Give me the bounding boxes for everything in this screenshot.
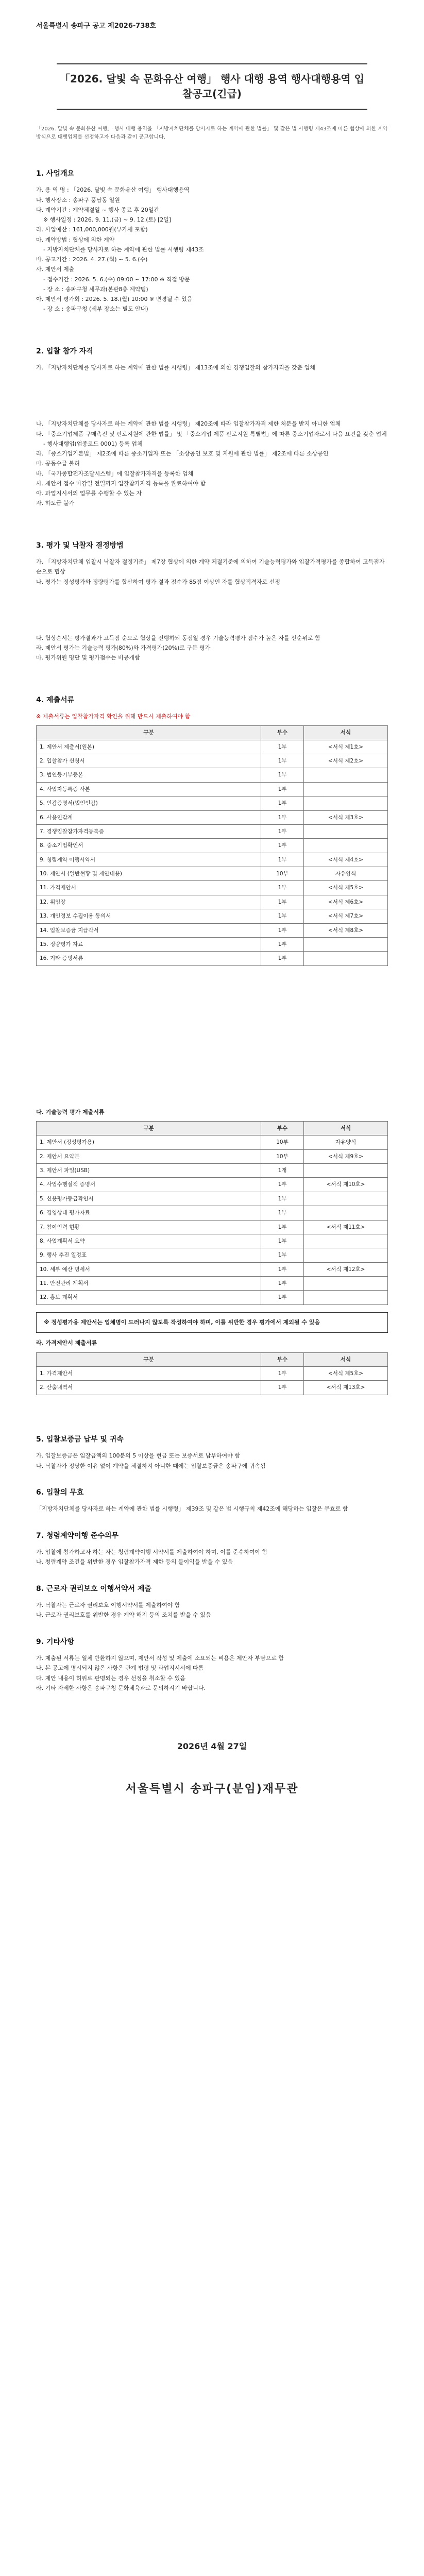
section-heading-documents: 4. 제출서류 <box>36 696 75 704</box>
document-title: 「2026. 달빛 속 문화유산 여행」 행사 대행 용역 행사대행용역 입찰공고(긴급) <box>57 63 367 110</box>
overview-line: 마. 계약방법 : 협상에 의한 계약 <box>36 236 115 243</box>
evaluation-line: 라. 제안서 평가는 기술능력 평가(80%)와 가격평가(20%)로 구분 평가 <box>36 645 211 651</box>
table-header-row <box>37 1352 388 1366</box>
table-cell: <서식 제8호> <box>304 923 388 937</box>
other-line: 나. 본 공고에 명시되지 않은 사항은 관계 법령 및 과업지시서에 따름 <box>36 1665 204 1672</box>
section-heading-other: 9. 기타사항 <box>36 1637 75 1646</box>
eligibility-line: 나. 「지방자치단체를 당사자로 하는 계약에 관한 법률 시행령」 제20조에 따라 입찰참가자격 제한 처분을 받지 아니한 업체 <box>36 420 341 428</box>
table-cell <box>304 1206 388 1220</box>
table-cell <box>304 1234 388 1248</box>
section-overview-lines <box>36 185 388 314</box>
table-header-cell: 부수 <box>261 1121 304 1135</box>
table-row <box>37 923 388 937</box>
bond-line: 나. 낙찰자가 정당한 이유 없이 계약을 체결하지 아니한 때에는 입찰보증금은 송파구에 귀속됨 <box>36 1462 266 1469</box>
table-row <box>37 1136 388 1149</box>
integrity-line: 나. 청렴계약 조건을 위반한 경우 입찰참가자격 제한 등의 불이익을 받을 수 있음 <box>36 1558 233 1566</box>
evaluation-line: 다. 협상순서는 평가결과가 고득점 순으로 협상을 진행하되 동점일 경우 기술능력평가 점수가 높은 자를 선순위로 함 <box>36 634 320 641</box>
table-cell: 4. 사업수행실적 증명서 <box>37 1178 261 1192</box>
table-cell: 12. 홍보 계획서 <box>37 1291 261 1304</box>
price-documents-table <box>36 1352 388 1395</box>
documents-subheading: 다. 기술능력 평가 제출서류 <box>36 1108 105 1115</box>
table-cell: 11. 안전관리 계획서 <box>37 1277 261 1291</box>
table-cell: 1부 <box>261 810 304 824</box>
table-cell <box>304 1192 388 1206</box>
table-cell: 1개 <box>261 1164 304 1178</box>
table-row <box>37 810 388 824</box>
overview-line: - 장 소 : 송파구청 (세부 장소는 별도 안내) <box>43 306 148 313</box>
table-row <box>37 937 388 951</box>
table-cell: 1. 제안서 제출서(원본) <box>37 740 261 754</box>
documents-table <box>36 725 388 965</box>
section-heading-overview: 1. 사업개요 <box>36 169 75 178</box>
invalid-line: 「지방자치단체를 당사자로 하는 계약에 관한 법률 시행령」 제39조 및 같은 법 시행규칙 제42조에 해당하는 입찰은 무효로 함 <box>36 1505 348 1513</box>
table-row <box>37 782 388 796</box>
table-row <box>37 1248 388 1262</box>
eligibility-line: 가. 「지방자치단체를 당사자로 하는 계약에 관한 법률 시행령」 제13조에 의한 경쟁입찰의 참가자격을 갖춘 업체 <box>36 364 315 371</box>
table-cell: 1부 <box>261 853 304 867</box>
table-row <box>37 1220 388 1234</box>
table-row <box>37 768 388 782</box>
table-cell: 10부 <box>261 1136 304 1149</box>
table-cell: 10부 <box>261 867 304 881</box>
table-cell: 5. 신용평가등급확인서 <box>37 1192 261 1206</box>
table-header-cell: 구분 <box>37 726 261 740</box>
table-row <box>37 1291 388 1304</box>
notice-number: 서울특별시 송파구 공고 제2026-738호 <box>36 22 156 30</box>
table-row <box>37 1234 388 1248</box>
table-cell: 자유양식 <box>304 867 388 881</box>
table-row <box>37 1178 388 1192</box>
eligibility-line: 자. 하도급 불가 <box>36 500 75 507</box>
table-cell: 13. 개인정보 수집이용 동의서 <box>37 909 261 923</box>
evaluation-line: 마. 평가위원 명단 및 평가점수는 비공개함 <box>36 654 140 662</box>
table-header-cell: 부수 <box>261 726 304 740</box>
table-cell: 1부 <box>261 782 304 796</box>
table-row <box>37 867 388 881</box>
table-cell: 1부 <box>261 1220 304 1234</box>
section-heading-labor: 8. 근로자 권리보호 이행서약서 제출 <box>36 1584 151 1593</box>
table-cell: 2. 산출내역서 <box>37 1381 261 1395</box>
eligibility-line: 사. 제안서 접수 마감일 전일까지 입찰참가자격 등록을 완료하여야 함 <box>36 480 206 487</box>
section-heading-invalid: 6. 입찰의 무효 <box>36 1488 84 1497</box>
table-cell: 10부 <box>261 1149 304 1163</box>
labor-line: 나. 근로자 권리보호를 위반한 경우 계약 해지 등의 조치를 받을 수 있음 <box>36 1612 211 1619</box>
table-cell: <서식 제5호> <box>304 1367 388 1381</box>
table-row <box>37 1192 388 1206</box>
table-cell: 10. 세부 예산 명세서 <box>37 1262 261 1276</box>
documents-note: ※ 제출서류는 입찰참가자격 확인을 위해 반드시 제출하여야 함 <box>36 713 191 720</box>
table-cell: 자유양식 <box>304 1136 388 1149</box>
table-cell: 1부 <box>261 1206 304 1220</box>
table-cell <box>304 1291 388 1304</box>
table-cell: 6. 사용인감계 <box>37 810 261 824</box>
bond-line: 가. 입찰보증금은 입찰금액의 100분의 5 이상을 현금 또는 보증서로 납부하여야 함 <box>36 1452 240 1460</box>
eligibility-line: 마. 공동수급 불허 <box>36 460 80 467</box>
overview-line: - 지방자치단체를 당사자로 하는 계약에 관한 법률 시행령 제43조 <box>43 246 204 253</box>
notice-date: 2026년 4월 27일 <box>177 1741 247 1752</box>
section-heading-integrity: 7. 청렴계약이행 준수의무 <box>36 1531 119 1540</box>
table-cell: <서식 제11호> <box>304 1220 388 1234</box>
table-cell: 1부 <box>261 1291 304 1304</box>
table-cell: 1부 <box>261 1367 304 1381</box>
table-cell: 1. 제안서 (정성평가용) <box>37 1136 261 1149</box>
other-line: 다. 제안 내용이 허위로 판명되는 경우 선정을 취소할 수 있음 <box>36 1674 185 1682</box>
table-cell: 1부 <box>261 754 304 768</box>
table-cell: <서식 제5호> <box>304 881 388 895</box>
table-cell: 9. 행사 추진 일정표 <box>37 1248 261 1262</box>
table-header-cell: 서식 <box>304 726 388 740</box>
table-cell <box>304 1248 388 1262</box>
table-cell <box>304 768 388 782</box>
overview-line: 다. 계약기간 : 계약체결일 ~ 행사 종료 후 20일간 <box>36 206 160 213</box>
table-cell: 1부 <box>261 1178 304 1192</box>
overview-line: - 장 소 : 송파구청 세무과(본관8층 계약팀) <box>43 285 148 293</box>
eligibility-line: - 행사대행업(업종코드 0001) 등록 업체 <box>43 440 143 447</box>
table-header-row <box>37 726 388 740</box>
table-cell: <서식 제12호> <box>304 1262 388 1276</box>
overview-line: 가. 용 역 명 : 「2026. 달빛 속 문화유산 여행」 행사대행용역 <box>36 187 190 194</box>
table-header-cell: 서식 <box>304 1121 388 1135</box>
issuer-signature: 서울특별시 송파구(분임)재무관 <box>125 1783 299 1796</box>
section-evaluation-lines <box>36 557 388 663</box>
overview-line: 바. 공고기간 : 2026. 4. 27.(월) ~ 5. 6.(수) <box>36 256 148 263</box>
table-cell: 1부 <box>261 909 304 923</box>
table-row <box>37 1164 388 1178</box>
table-cell <box>304 782 388 796</box>
table-row <box>37 796 388 810</box>
table-cell: <서식 제7호> <box>304 909 388 923</box>
table-cell: 5. 인감증명서(법인인감) <box>37 796 261 810</box>
overview-line: ※ 행사일정 : 2026. 9. 11.(금) ~ 9. 12.(토) [2일] <box>43 216 172 223</box>
table-cell: 1부 <box>261 839 304 853</box>
table-cell: 1부 <box>261 1192 304 1206</box>
table-cell: 1부 <box>261 937 304 951</box>
table-cell: 1부 <box>261 824 304 838</box>
technical-documents-table <box>36 1121 388 1305</box>
table-cell: 1부 <box>261 1234 304 1248</box>
table-row <box>37 881 388 895</box>
evaluation-line: 나. 평가는 정성평가와 정량평가를 합산하여 평가 결과 점수가 85점 이상인 자를 협상적격자로 선정 <box>36 578 280 585</box>
table-row <box>37 853 388 867</box>
table-row <box>37 839 388 853</box>
table-cell: 1부 <box>261 1381 304 1395</box>
overview-line: 나. 행사장소 : 송파구 풍납동 일원 <box>36 196 120 204</box>
table-cell: 2. 입찰참가 신청서 <box>37 754 261 768</box>
table-cell: <서식 제1호> <box>304 740 388 754</box>
table-cell <box>304 1164 388 1178</box>
other-line: 가. 제출된 서류는 일체 반환하지 않으며, 제안서 작성 및 제출에 소요되는 비용은 제안자 부담으로 함 <box>36 1655 284 1662</box>
table-cell: 8. 사업계획서 요약 <box>37 1234 261 1248</box>
table-header-cell: 구분 <box>37 1352 261 1366</box>
table-row <box>37 1262 388 1276</box>
table-cell: 8. 중소기업확인서 <box>37 839 261 853</box>
table-cell: 7. 참여인력 현황 <box>37 1220 261 1234</box>
other-line: 라. 기타 자세한 사항은 송파구청 문화체육과로 문의하시기 바랍니다. <box>36 1684 206 1691</box>
table-cell <box>304 1277 388 1291</box>
table-header-row <box>37 1121 388 1135</box>
table-row <box>37 1149 388 1163</box>
table-header-cell: 서식 <box>304 1352 388 1366</box>
table-cell: 12. 위임장 <box>37 895 261 909</box>
table-row <box>37 1367 388 1381</box>
table-header-cell: 구분 <box>37 1121 261 1135</box>
table-cell <box>304 839 388 853</box>
table-row <box>37 740 388 754</box>
overview-line: 아. 제안서 평가회 : 2026. 5. 18.(월) 10:00 ※ 변경될 수 있음 <box>36 296 193 302</box>
table-cell: 1부 <box>261 881 304 895</box>
table-cell: 1부 <box>261 1248 304 1262</box>
table-row <box>37 1277 388 1291</box>
section-heading-eligibility: 2. 입찰 참가 자격 <box>36 347 93 355</box>
table-cell: 1부 <box>261 923 304 937</box>
eligibility-line: 바. 「국가종합전자조달시스템」에 입찰참가자격을 등록한 업체 <box>36 470 194 477</box>
table-cell: 3. 제안서 파일(USB) <box>37 1164 261 1178</box>
table-cell: 3. 법인등기부등본 <box>37 768 261 782</box>
table-cell <box>304 796 388 810</box>
table-cell: 16. 기타 증빙서류 <box>37 952 261 965</box>
table-cell: 1부 <box>261 952 304 965</box>
table-cell: <서식 제3호> <box>304 810 388 824</box>
table-header-cell: 부수 <box>261 1352 304 1366</box>
section-heading-bond: 5. 입찰보증금 납부 및 귀속 <box>36 1435 124 1444</box>
table-row <box>37 754 388 768</box>
table-cell: 1. 가격제안서 <box>37 1367 261 1381</box>
table-cell: 14. 입찰보증금 지급각서 <box>37 923 261 937</box>
section-eligibility-lines <box>36 363 388 509</box>
table-row <box>37 1381 388 1395</box>
eligibility-line: 아. 과업지시서의 업무를 수행할 수 있는 자 <box>36 490 142 497</box>
table-cell: 1부 <box>261 1277 304 1291</box>
table-cell: <서식 제4호> <box>304 853 388 867</box>
table-cell: 1부 <box>261 1262 304 1276</box>
overview-line: 사. 제안서 제출 <box>36 266 75 273</box>
table-row <box>37 1206 388 1220</box>
table-row <box>37 824 388 838</box>
table-cell: <서식 제6호> <box>304 895 388 909</box>
integrity-line: 가. 입찰에 참가하고자 하는 자는 청렴계약이행 서약서를 제출하여야 하며, 이를 준수하여야 함 <box>36 1549 268 1556</box>
table-cell: 7. 경쟁입찰참가자격등록증 <box>37 824 261 838</box>
section-heading-evaluation: 3. 평가 및 낙찰자 결정방법 <box>36 541 124 550</box>
table-cell <box>304 937 388 951</box>
emphasis-notice: ※ 정성평가용 제안서는 업체명이 드러나지 않도록 작성하여야 하며, 이를 위반한 경우 평가에서 제외될 수 있음 <box>36 1312 388 1333</box>
overview-line: 라. 사업예산 : 161,000,000원(부가세 포함) <box>36 226 148 233</box>
table-cell: <서식 제9호> <box>304 1149 388 1163</box>
labor-line: 가. 낙찰자는 근로자 권리보호 이행서약서를 제출하여야 함 <box>36 1602 180 1609</box>
table-row <box>37 895 388 909</box>
intro-paragraph: 「2026. 달빛 속 문화유산 여행」 행사 대행 용역을 「지방자치단체를 당사자로 하는 계약에 관한 법률」 및 같은 법 시행령 제43조에 따른 협상에 의한 계약 방식으로 대행업체를 선정하고자 다음과 같이 공고합니다. <box>36 126 388 140</box>
table-cell <box>304 824 388 838</box>
table-cell: 1부 <box>261 740 304 754</box>
table-row <box>37 952 388 965</box>
table-cell: 4. 사업자등록증 사본 <box>37 782 261 796</box>
table-cell: 6. 경영상태 평가자료 <box>37 1206 261 1220</box>
table-cell: 9. 청렴계약 이행서약서 <box>37 853 261 867</box>
table-cell: 15. 정량평가 자료 <box>37 937 261 951</box>
table-cell: 10. 제안서 (일반현황 및 제안내용) <box>37 867 261 881</box>
table-cell: 2. 제안서 요약본 <box>37 1149 261 1163</box>
table-cell: <서식 제13호> <box>304 1381 388 1395</box>
table-cell: 1부 <box>261 768 304 782</box>
eligibility-line: 라. 「중소기업기본법」 제2조에 따른 중소기업자 또는 「소상공인 보호 및 지원에 관한 법률」 제2조에 따른 소상공인 <box>36 450 329 457</box>
overview-line: - 접수기간 : 2026. 5. 6.(수) 09:00 ~ 17:00 ※ 직접 방문 <box>43 276 190 283</box>
price-documents-subheading: 라. 가격제안서 제출서류 <box>36 1340 97 1347</box>
table-cell <box>304 952 388 965</box>
table-cell: <서식 제10호> <box>304 1178 388 1192</box>
evaluation-line: 가. 「지방자치단체 입찰시 낙찰자 결정기준」 제7장 협상에 의한 계약 체결기준에 의하여 기술능력평가와 입찰가격평가를 종합하여 고득점자 순으로 협상 <box>36 558 385 575</box>
table-cell: 1부 <box>261 895 304 909</box>
table-cell: <서식 제2호> <box>304 754 388 768</box>
table-cell: 11. 가격제안서 <box>37 881 261 895</box>
eligibility-line: 다. 「중소기업제품 구매촉진 및 판로지원에 관한 법률」 및 「중소기업 제품 판로지원 특별법」에 따른 중소기업자로서 다음 요건을 갖춘 업체 <box>36 430 387 437</box>
table-row <box>37 909 388 923</box>
table-cell: 1부 <box>261 796 304 810</box>
